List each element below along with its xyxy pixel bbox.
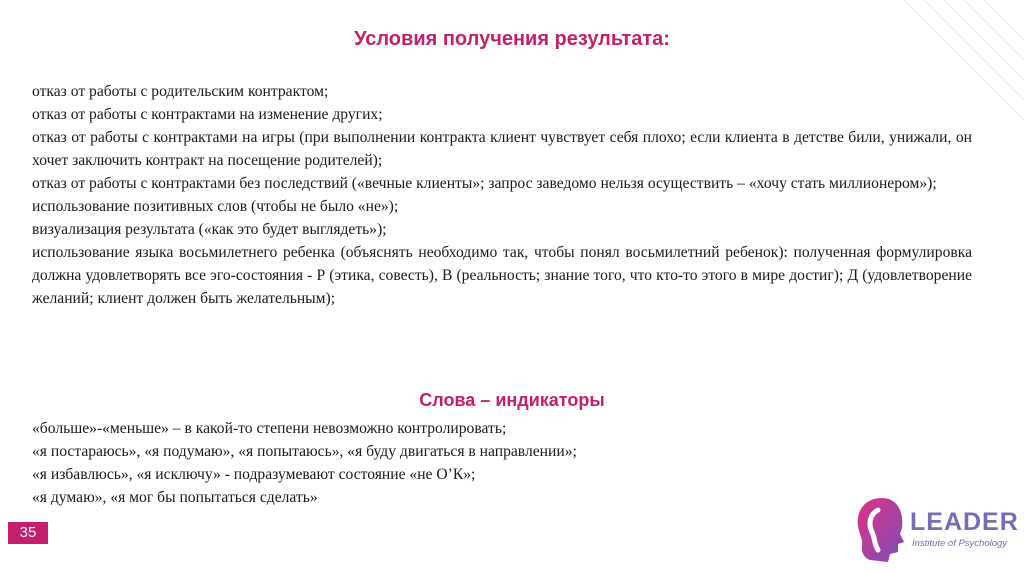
indicator-line: «больше»-«меньше» – в какой-то степени невозможно контролировать; <box>32 420 507 437</box>
condition-line: визуализация результата («как это будет выглядеть»); <box>32 221 387 238</box>
indicator-line: «я избавлюсь», «я исключу» - подразумевают состояние «не О’К»; <box>32 466 476 483</box>
conditions-text <box>32 80 972 310</box>
condition-line: использование позитивных слов (чтобы не было «не»); <box>32 198 399 215</box>
indicator-line: «я постараюсь», «я подумаю», «я попытаюсь», «я буду двигаться в направлении»; <box>32 443 577 460</box>
leader-logo <box>848 492 1018 566</box>
condition-line: отказ от работы с контрактами на изменение других; <box>32 106 383 123</box>
condition-line: отказ от работы с родительским контрактом; <box>32 83 329 100</box>
condition-line: отказ от работы с контрактами без последствий («вечные клиенты»; запрос заведомо нельзя осуществить – «хочу стать миллионером»); <box>32 175 937 192</box>
head-profile-icon <box>848 492 914 566</box>
page-number: 35 <box>8 522 48 544</box>
logo-tagline: Institute of Psychology <box>912 538 1008 549</box>
indicator-words <box>32 417 972 509</box>
section-subtitle: Слова – индикаторы <box>419 390 605 410</box>
logo-wordmark: LEADER <box>910 508 1019 536</box>
condition-line: отказ от работы с контрактами на игры (при выполнении контракта клиент чувствует себя плохо; если клиента в детстве били, унижали, он хочет заключить контракт на посещение родителей); <box>32 129 972 169</box>
indicator-line: «я думаю», «я мог бы попытаться сделать» <box>32 489 318 506</box>
condition-line: использование языка восьмилетнего ребенка (объяснять необходимо так, чтобы понял восьмилетний ребенок): полученная формулировка должна удовлетворять все эго-состояния - Р (этика, совесть), В (реальность; знание того, что кто-то этого в мире достиг); Д (удовлетворение желаний; клиент должен быть желательным); <box>32 244 972 307</box>
slide-title: Условия получения результата: <box>354 28 670 50</box>
